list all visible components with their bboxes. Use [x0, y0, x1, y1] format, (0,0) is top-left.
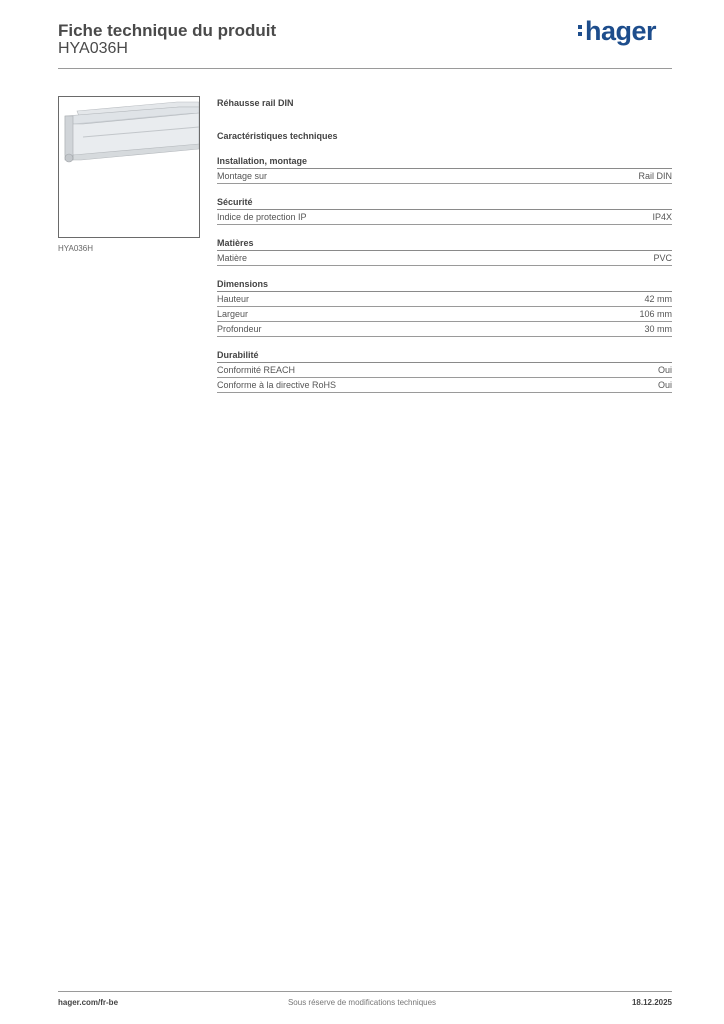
section-title: Durabilité — [217, 349, 672, 363]
spec-value: IP4X — [652, 212, 672, 222]
spec-value: Oui — [657, 380, 672, 390]
section-securite — [217, 196, 672, 225]
product-image — [58, 96, 200, 238]
image-caption: HYA036H — [58, 244, 93, 253]
section-title: Installation, montage — [217, 155, 672, 169]
section-installation — [217, 155, 672, 184]
specs-title: Caractéristiques techniques — [217, 131, 338, 141]
section-matieres — [217, 237, 672, 266]
section-title: Sécurité — [217, 196, 672, 210]
din-rail-riser-illustration — [59, 97, 199, 237]
spec-row — [217, 251, 672, 266]
footer-disclaimer: Sous réserve de modifications techniques — [287, 998, 437, 1007]
product-name: Réhausse rail DIN — [217, 98, 294, 108]
brand-logo — [585, 16, 656, 47]
footer-divider — [58, 991, 672, 992]
product-reference: HYA036H — [58, 40, 128, 57]
spec-label: Montage sur — [217, 171, 268, 181]
spec-row — [217, 322, 672, 337]
footer-website-link[interactable]: hager.com/fr-be — [58, 998, 119, 1007]
spec-value: Oui — [657, 365, 672, 375]
spec-row — [217, 292, 672, 307]
spec-row — [217, 378, 672, 393]
footer-date: 18.12.2025 — [631, 998, 672, 1007]
section-durabilite — [217, 349, 672, 393]
logo-dots-icon — [578, 25, 582, 39]
spec-label: Conformité REACH — [217, 365, 296, 375]
spec-label: Indice de protection IP — [217, 212, 307, 222]
spec-row — [217, 210, 672, 225]
spec-label: Conforme à la directive RoHS — [217, 380, 337, 390]
spec-row — [217, 363, 672, 378]
header-divider — [58, 68, 672, 69]
spec-value: Rail DIN — [638, 171, 672, 181]
spec-row — [217, 307, 672, 322]
specifications-panel — [217, 96, 672, 393]
spec-value: 42 mm — [644, 294, 672, 304]
spec-value: 30 mm — [644, 324, 672, 334]
spec-value: 106 mm — [639, 309, 672, 319]
section-dimensions — [217, 278, 672, 337]
spec-label: Hauteur — [217, 294, 250, 304]
spec-label: Profondeur — [217, 324, 262, 334]
spec-row — [217, 169, 672, 184]
spec-label: Matière — [217, 253, 248, 263]
spec-value: PVC — [653, 253, 672, 263]
section-title: Matières — [217, 237, 672, 251]
logo-text: hager — [584, 16, 656, 46]
section-title: Dimensions — [217, 278, 672, 292]
page-title: Fiche technique du produit — [58, 21, 277, 40]
spec-label: Largeur — [217, 309, 249, 319]
